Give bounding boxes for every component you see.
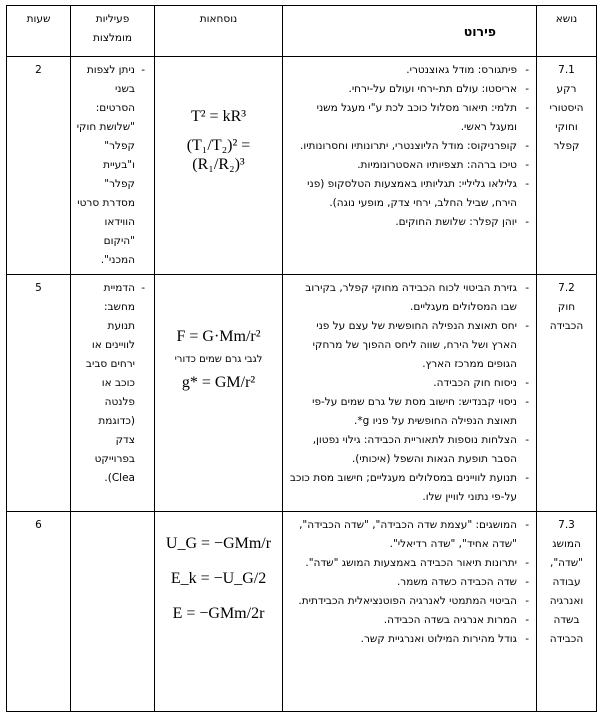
- details-cell: [283, 57, 537, 275]
- topic-number: 7.2: [558, 282, 575, 294]
- details-list: [288, 516, 531, 649]
- activity-cell: [71, 57, 155, 275]
- header-details: פירוט: [283, 6, 537, 57]
- list-item: - יוהן קפלר: שלושת החוקים.: [288, 213, 531, 232]
- header-hours: שעות: [7, 6, 71, 57]
- curriculum-table: [6, 5, 597, 712]
- formula-gravity-law: F = G·Mm/r²: [176, 328, 261, 345]
- activity-cell: [71, 512, 155, 712]
- details-list: [288, 279, 531, 507]
- list-item: - ניסוי קבנדיש: חישוב מסת של גרם שמים על-פי תאוצת הנפילה החופשית על פניו g*.: [288, 393, 531, 431]
- topic-cell: [537, 275, 597, 512]
- header-topic: נושא: [537, 6, 597, 57]
- hours-cell: 5: [7, 275, 71, 512]
- formula-kepler-ratio: (T₁/T₂)² = (R₁/R₂)³: [186, 137, 251, 173]
- topic-line: המושג: [552, 538, 581, 550]
- topic-cell: [537, 512, 597, 712]
- activity-cell: [71, 275, 155, 512]
- topic-line: הכבידה: [549, 633, 584, 645]
- activity-text: - הדמיית מחשב: תנועת לוויינים או ירחים סביב כוכב או פלנטה (כדוגמת צדק בפרוייקט Clea).: [76, 279, 149, 488]
- list-item: - תלמי: תיאור מסלול כוכב לכת ע"י מעגל משני ומעגל ראשי.: [288, 99, 531, 137]
- topic-line: היסטורי: [549, 102, 584, 114]
- list-item: - יחס תאוצת הנפילה החופשית של עצם על פני הארץ ושל הירח, שווה ליחס ההפוך של מרחקי הגופים ממרכז הארץ.: [288, 317, 531, 374]
- list-item: - שדה הכבידה כשדה משמר.: [288, 573, 531, 592]
- formula-note: לגבי גרם שמים כדורי: [174, 354, 263, 365]
- topic-line: הכבידה: [549, 320, 584, 332]
- topic-cell: [537, 57, 597, 275]
- formula-total-energy: E = −GMm/2r: [172, 605, 265, 622]
- list-item: - קופרניקוס: מודל הליוצנטרי, יתרונותיו וחסרונותיו.: [288, 137, 531, 156]
- topic-line: קפלר: [553, 140, 580, 152]
- header-activities: פעיליות מומלצות: [71, 6, 155, 57]
- topic-number: 7.3: [558, 519, 575, 531]
- list-item: - גזירת הביטוי לכוח הכבידה מחוקי קפלר, בקירוב שבו המסלולים מעגליים.: [288, 279, 531, 317]
- details-cell: [283, 275, 537, 512]
- list-item: - ניסוח חוק הכבידה.: [288, 374, 531, 393]
- list-item: - תנועת לוויינים במסלולים מעגליים; חישוב מסת כוכב על-פי נתוני לוויין שלו.: [288, 469, 531, 507]
- list-item: - הצלחות נוספות לתאוריית הכבידה: גילוי נפטון, הסבר תופעת הגאות והשפל (איכותי).: [288, 431, 531, 469]
- activity-text: - ניתן לצפות בשני הסרטים: "שלושת חוקי קפלר" ו"בעיית קפלר" מסדרת סרטי הווידאו "היקום המכני".: [76, 61, 149, 270]
- list-item: - טיכו ברהה: תצפיותיו האסטרונומיות.: [288, 156, 531, 175]
- topic-line: עבודה: [552, 576, 581, 588]
- table-row: [7, 275, 597, 512]
- formula-surface-gravity: g* = GM/r²: [181, 374, 256, 391]
- topic-line: רקע: [556, 83, 577, 95]
- details-cell: [283, 512, 537, 712]
- table-row: [7, 512, 597, 712]
- list-item: - הביטוי המתמטי לאנרגיה הפוטנציאלית הכבידתית.: [288, 592, 531, 611]
- formula-kepler-third: T² = kR³: [190, 108, 247, 125]
- formula-kinetic-energy: E_k = −U_G/2: [170, 570, 267, 587]
- table-row: [7, 57, 597, 275]
- topic-line: חוק: [557, 301, 576, 313]
- formulas-cell: [155, 512, 283, 712]
- list-item: - גלילאו גליליי: תגליותיו באמצעות הטלסקופ (פני הירח, שביל החלב, ירחי צדק, מופעי נוגה).: [288, 175, 531, 213]
- list-item: - אריסטו: עולם תת-ירחי ועולם על-ירחי.: [288, 80, 531, 99]
- topic-line: ואנרגיה: [549, 595, 584, 607]
- formulas-cell: [155, 275, 283, 512]
- topic-line: "שדה",: [549, 557, 584, 569]
- list-item: - פיתגורס: מודל גאוצנטרי.: [288, 61, 531, 80]
- list-item: - יתרונות תיאור הכבידה באמצעות המושג "שדה".: [288, 554, 531, 573]
- header-formulas: נוסחאות: [155, 6, 283, 57]
- list-item: - המרות אנרגיה בשדה הכבידה.: [288, 611, 531, 630]
- topic-number: 7.1: [558, 64, 575, 76]
- hours-cell: 2: [7, 57, 71, 275]
- formula-potential-energy: U_G = −GMm/r: [165, 535, 272, 552]
- formulas-cell: [155, 57, 283, 275]
- list-item: - המושגים: "עצמת שדה הכבידה", "שדה הכבידה", "שדה אחיד", "שדה רדיאלי".: [288, 516, 531, 554]
- hours-cell: 6: [7, 512, 71, 712]
- topic-line: בשדה: [553, 614, 580, 626]
- topic-line: וחוקי: [555, 121, 578, 133]
- header-row: [7, 6, 597, 57]
- details-list: [288, 61, 531, 232]
- list-item: - גודל מהירות המילוט ואנרגיית קשר.: [288, 630, 531, 649]
